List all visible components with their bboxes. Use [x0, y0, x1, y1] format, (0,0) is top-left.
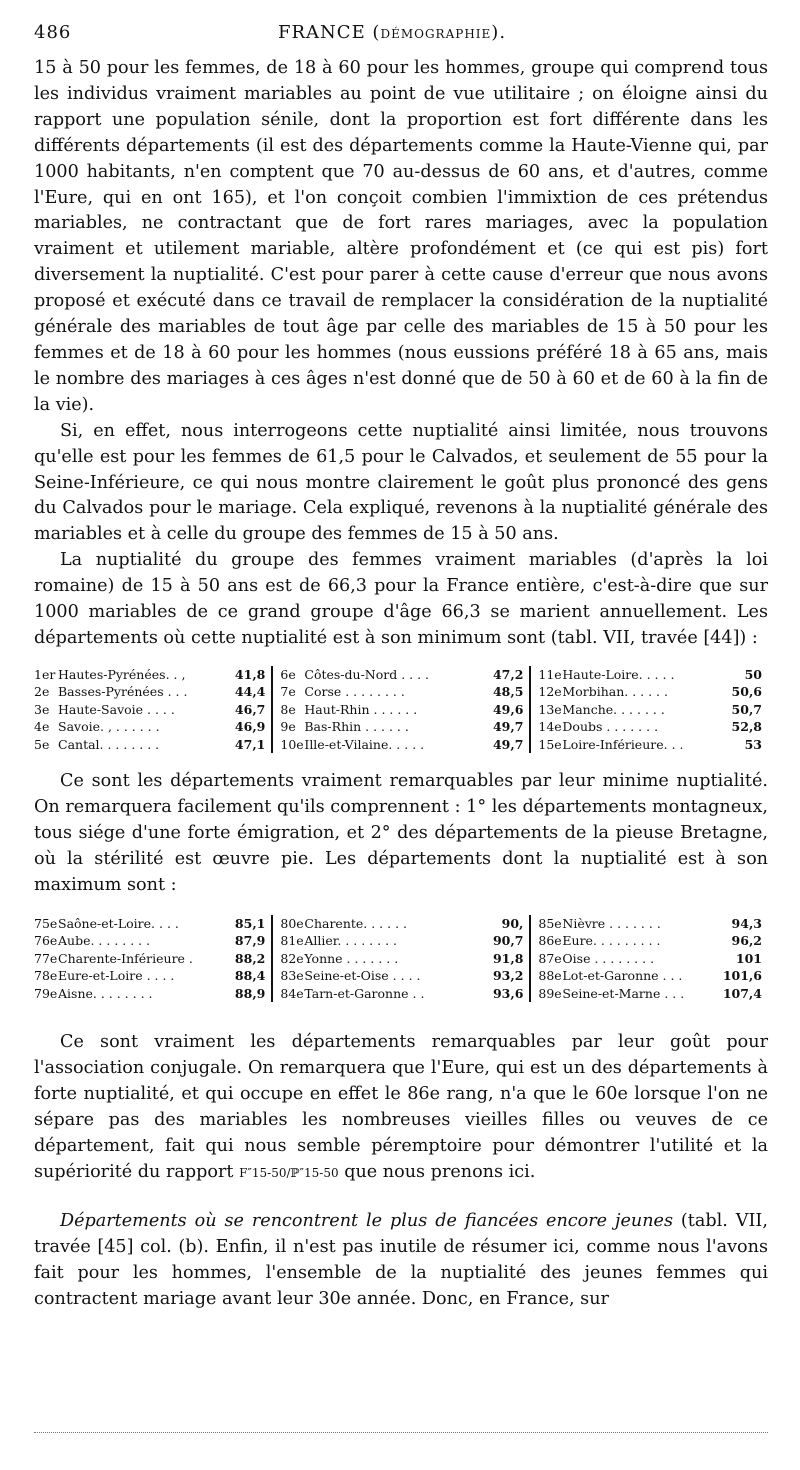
- nuptiality-value: 93,2: [492, 968, 524, 984]
- table-row: [34, 666, 265, 684]
- department-name: Haute-Savoie . . . .: [58, 701, 175, 717]
- rank-cell: 2e: [34, 684, 50, 700]
- rank-cell: 87e: [538, 950, 562, 966]
- table-row: [34, 967, 265, 985]
- rank-cell: 8e: [280, 701, 296, 717]
- nuptiality-value: 96,2: [731, 933, 762, 949]
- table-row: [34, 683, 265, 701]
- department-name: Seine-et-Marne . . .: [562, 985, 685, 1001]
- nuptiality-value: 93,6: [492, 985, 524, 1001]
- rank-cell: 80e: [280, 915, 304, 931]
- table-row: [280, 932, 523, 950]
- paragraph-conjugal: Ce sont vraiment les départements remarquables par leur goût pour l'association conjugale. On remarquera que l'Eure, qui est un des départements à forte nuptialité, et qui occupe en effet le 86e rang, n'a que le 60e lorsque l'on ne sépare pas des mariables les nombreuses vieilles filles ou veuves de ce département, fait qui nous semble péremptoire pour démontrer l'utilité et la supériorité du rapport F″15-50/ℙ″15-50 que nous prenons ici.: [34, 1032, 768, 1182]
- department-name: Nièvre . . . . . . .: [562, 915, 661, 931]
- rank-cell: 5e: [34, 736, 50, 752]
- table-row: [538, 701, 762, 719]
- running-title-subject: DÉMOGRAPHIE: [380, 27, 492, 41]
- page-number: 486: [34, 22, 72, 43]
- paragraph-young-fiancees: Départements où se rencontrent le plus de fiancées encore jeunes (tabl. VII, travée [45] col. (b). Enfin, il n'est pas inutile de résumer ici, comme nous l'avons fait pour les hommes, l'ensemble de la nuptialité des jeunes femmes qui contractent mariage avant leur 30e année. Donc, en France, sur: [34, 1210, 768, 1309]
- rank-cell: 85e: [538, 915, 562, 931]
- rank-cell: 12e: [538, 684, 562, 700]
- department-name: Manche. . . . . . .: [562, 701, 665, 717]
- nuptiality-value: 87,9: [234, 933, 266, 949]
- rank-cell: 76e: [34, 933, 58, 949]
- nuptiality-value: 91,8: [492, 950, 524, 966]
- nuptiality-value: 90,7: [492, 933, 524, 949]
- rank-cell: 81e: [280, 933, 304, 949]
- nuptiality-value: 46,7: [234, 701, 266, 717]
- running-title: FRANCE (DÉMOGRAPHIE).: [278, 22, 507, 43]
- table-row: [280, 683, 523, 701]
- table-row: [280, 985, 523, 1003]
- department-name: Haut-Rhin . . . . . .: [304, 701, 418, 717]
- nuptiality-value: 101,6: [722, 968, 762, 984]
- nuptiality-value: 47,1: [234, 736, 266, 752]
- table-row: [538, 736, 762, 754]
- rank-cell: 75e: [34, 915, 58, 931]
- table-column: [271, 915, 529, 1003]
- table-row: [538, 985, 762, 1003]
- paragraph-calvados: Si, en effet, nous interrogeons cette nuptialité ainsi limitée, nous trouvons qu'elle est pour les femmes de 61,5 pour le Calvados, et seulement de 55 pour la Seine-Inférieure, ce qui nous montre clairement le goût plus prononcé des gens du Calvados pour le mariage. Cela expliqué, revenons à la nuptialité générale des mariables et à celle du groupe des femmes de 15 à 50 ans.: [34, 420, 768, 545]
- nuptiality-value: 88,9: [234, 985, 266, 1001]
- maximum-nuptiality-table: [34, 915, 768, 1003]
- nuptiality-value: 88,2: [234, 950, 266, 966]
- department-name: Ille-et-Vilaine. . . . .: [304, 736, 425, 752]
- department-name: Oise . . . . . . . .: [562, 950, 655, 966]
- department-name: Hautes-Pyrénées. . ,: [58, 666, 186, 682]
- department-name: Côtes-du-Nord . . . .: [304, 666, 430, 682]
- table-row: [538, 666, 762, 684]
- nuptiality-value: 94,3: [731, 915, 762, 931]
- department-name: Corse . . . . . . . .: [304, 684, 405, 700]
- ratio-formula: F″15-50/ℙ″15-50: [239, 1165, 339, 1180]
- nuptiality-value: 49,6: [492, 701, 524, 717]
- nuptiality-value: 101: [735, 950, 762, 966]
- table-row: [34, 701, 265, 719]
- nuptiality-value: 47,2: [492, 666, 524, 682]
- department-name: Charente-Inférieure .: [58, 950, 193, 966]
- department-name: Haute-Loire. . . . .: [562, 666, 675, 682]
- table-row: [280, 666, 523, 684]
- paragraph-maximum-intro: Ce sont les départements vraiment remarquables par leur minime nuptialité. On remarquera facilement qu'ils comprennent : 1° les départements montagneux, tous siége d'une forte émigration, et 2° des départements de la pieuse Bretagne, où la stérilité est œuvre pie. Les départements dont la nuptialité est à son maximum sont :: [34, 771, 768, 895]
- department-name: Loire-Inférieure. . .: [562, 736, 684, 752]
- rank-cell: 83e: [280, 968, 304, 984]
- department-name: Aube. . . . . . . .: [58, 933, 151, 949]
- table-row: [280, 701, 523, 719]
- table-row: [34, 932, 265, 950]
- table-column: [271, 666, 529, 754]
- department-name: Bas-Rhin . . . . . .: [304, 719, 409, 735]
- table-row: [280, 950, 523, 968]
- rank-cell: 9e: [280, 719, 296, 735]
- rank-cell: 4e: [34, 719, 50, 735]
- rank-cell: 84e: [280, 985, 304, 1001]
- nuptiality-value: 85,1: [234, 915, 266, 931]
- nuptiality-value: 49,7: [492, 719, 524, 735]
- rank-cell: 14e: [538, 719, 562, 735]
- nuptiality-value: 52,8: [731, 719, 762, 735]
- section-heading-italic: Départements où se rencontrent le plus de fiancées encore jeunes: [60, 1210, 673, 1231]
- table-row: [34, 915, 265, 933]
- nuptiality-value: 48,5: [492, 684, 524, 700]
- nuptiality-value: 46,9: [234, 719, 266, 735]
- table-row: [538, 932, 762, 950]
- nuptiality-value: 90,: [501, 915, 524, 931]
- footer-rule: [34, 1432, 768, 1434]
- paragraph-continuation: 15 à 50 pour les femmes, de 18 à 60 pour les hommes, groupe qui comprend tous les individus vraiment mariables au point de vue utilitaire ; on éloigne ainsi du rapport une population sénile, dont la proportion est fort différente dans les différents départements (il est des départements comme la Haute-Vienne qui, par 1000 habitants, n'en comptent que 70 au-dessus de 60 ans, et d'autres, comme l'Eure, qui en ont 165), et l'on conçoit combien l'immixtion de ces prétendus mariables, ne contractant que de fort rares mariages, avec la population vraiment et utilement mariable, altère profondément et (ce qui est pis) fort diversement la nuptialité. C'est pour parer à cette cause d'erreur que nous avons proposé et exécuté dans ce travail de remplacer la considération de la nuptialité générale des mariables de tout âge par celle des mariables de 15 à 50 pour les femmes et de 18 à 60 pour les hommes (nous eussions préféré 18 à 65 ans, mais le nombre des mariages à ces âges n'est donné que de 50 à 60 et de 60 à la fin de la vie).: [34, 58, 768, 415]
- table-row: [538, 915, 762, 933]
- document-page: [34, 22, 768, 1312]
- department-name: Savoie. , . . . . . .: [58, 719, 160, 735]
- nuptiality-value: 50,6: [731, 684, 762, 700]
- rank-cell: 78e: [34, 968, 58, 984]
- minimum-nuptiality-table: [34, 666, 768, 754]
- department-name: Eure. . . . . . . . .: [562, 933, 661, 949]
- nuptiality-value: 88,4: [234, 968, 266, 984]
- nuptiality-value: 44,4: [234, 684, 266, 700]
- table-row: [34, 718, 265, 736]
- table-row: [34, 985, 265, 1003]
- department-name: Tarn-et-Garonne . .: [304, 985, 425, 1001]
- rank-cell: 6e: [280, 666, 296, 682]
- table-column: [34, 666, 271, 754]
- table-row: [538, 950, 762, 968]
- table-row: [538, 718, 762, 736]
- table-column: [34, 915, 271, 1003]
- table-column: [529, 666, 768, 754]
- rank-cell: 89e: [538, 985, 562, 1001]
- rank-cell: 15e: [538, 736, 562, 752]
- rank-cell: 79e: [34, 985, 58, 1001]
- department-name: Morbihan. . . . . .: [562, 684, 668, 700]
- table-row: [538, 967, 762, 985]
- nuptiality-value: 41,8: [234, 666, 266, 682]
- table-row: [34, 950, 265, 968]
- table-row: [280, 718, 523, 736]
- table-row: [538, 683, 762, 701]
- nuptiality-value: 49,7: [492, 736, 524, 752]
- rank-cell: 1er: [34, 666, 56, 682]
- rank-cell: 86e: [538, 933, 562, 949]
- department-name: Doubs . . . . . . .: [562, 719, 659, 735]
- department-name: Yonne . . . . . . .: [304, 950, 399, 966]
- rank-cell: 88e: [538, 968, 562, 984]
- table-row: [280, 736, 523, 754]
- rank-cell: 10e: [280, 736, 304, 752]
- table-row: [280, 967, 523, 985]
- rank-cell: 77e: [34, 950, 58, 966]
- department-name: Basses-Pyrénées . . .: [58, 684, 188, 700]
- paragraph-minimum-intro: La nuptialité du groupe des femmes vraiment mariables (d'après la loi romaine) de 15 à 50 ans est de 66,3 pour la France entière, c'est-à-dire que sur 1000 mariables de ce grand groupe d'âge 66,3 se marient annuellement. Les départements où cette nuptialité est à son minimum sont (tabl. VII, travée [44]) :: [34, 550, 768, 648]
- department-name: Eure-et-Loire . . . .: [58, 968, 175, 984]
- department-name: Saône-et-Loire. . . .: [58, 915, 179, 931]
- nuptiality-value: 50,7: [731, 701, 762, 717]
- rank-cell: 7e: [280, 684, 296, 700]
- department-name: Charente. . . . . .: [304, 915, 407, 931]
- table-column: [529, 915, 768, 1003]
- nuptiality-value: 53: [744, 736, 762, 752]
- rank-cell: 3e: [34, 701, 50, 717]
- nuptiality-value: 50: [744, 666, 762, 682]
- page-header: [34, 22, 768, 56]
- department-name: Cantal. . . . . . . .: [58, 736, 160, 752]
- department-name: Lot-et-Garonne . . .: [562, 968, 683, 984]
- table-row: [34, 736, 265, 754]
- nuptiality-value: 107,4: [722, 985, 762, 1001]
- department-name: Seine-et-Oise . . . .: [304, 968, 421, 984]
- department-name: Aisne. . . . . . . .: [58, 985, 153, 1001]
- department-name: Allier. . . . . . . .: [304, 933, 397, 949]
- table-row: [280, 915, 523, 933]
- rank-cell: 13e: [538, 701, 562, 717]
- rank-cell: 11e: [538, 666, 562, 682]
- rank-cell: 82e: [280, 950, 304, 966]
